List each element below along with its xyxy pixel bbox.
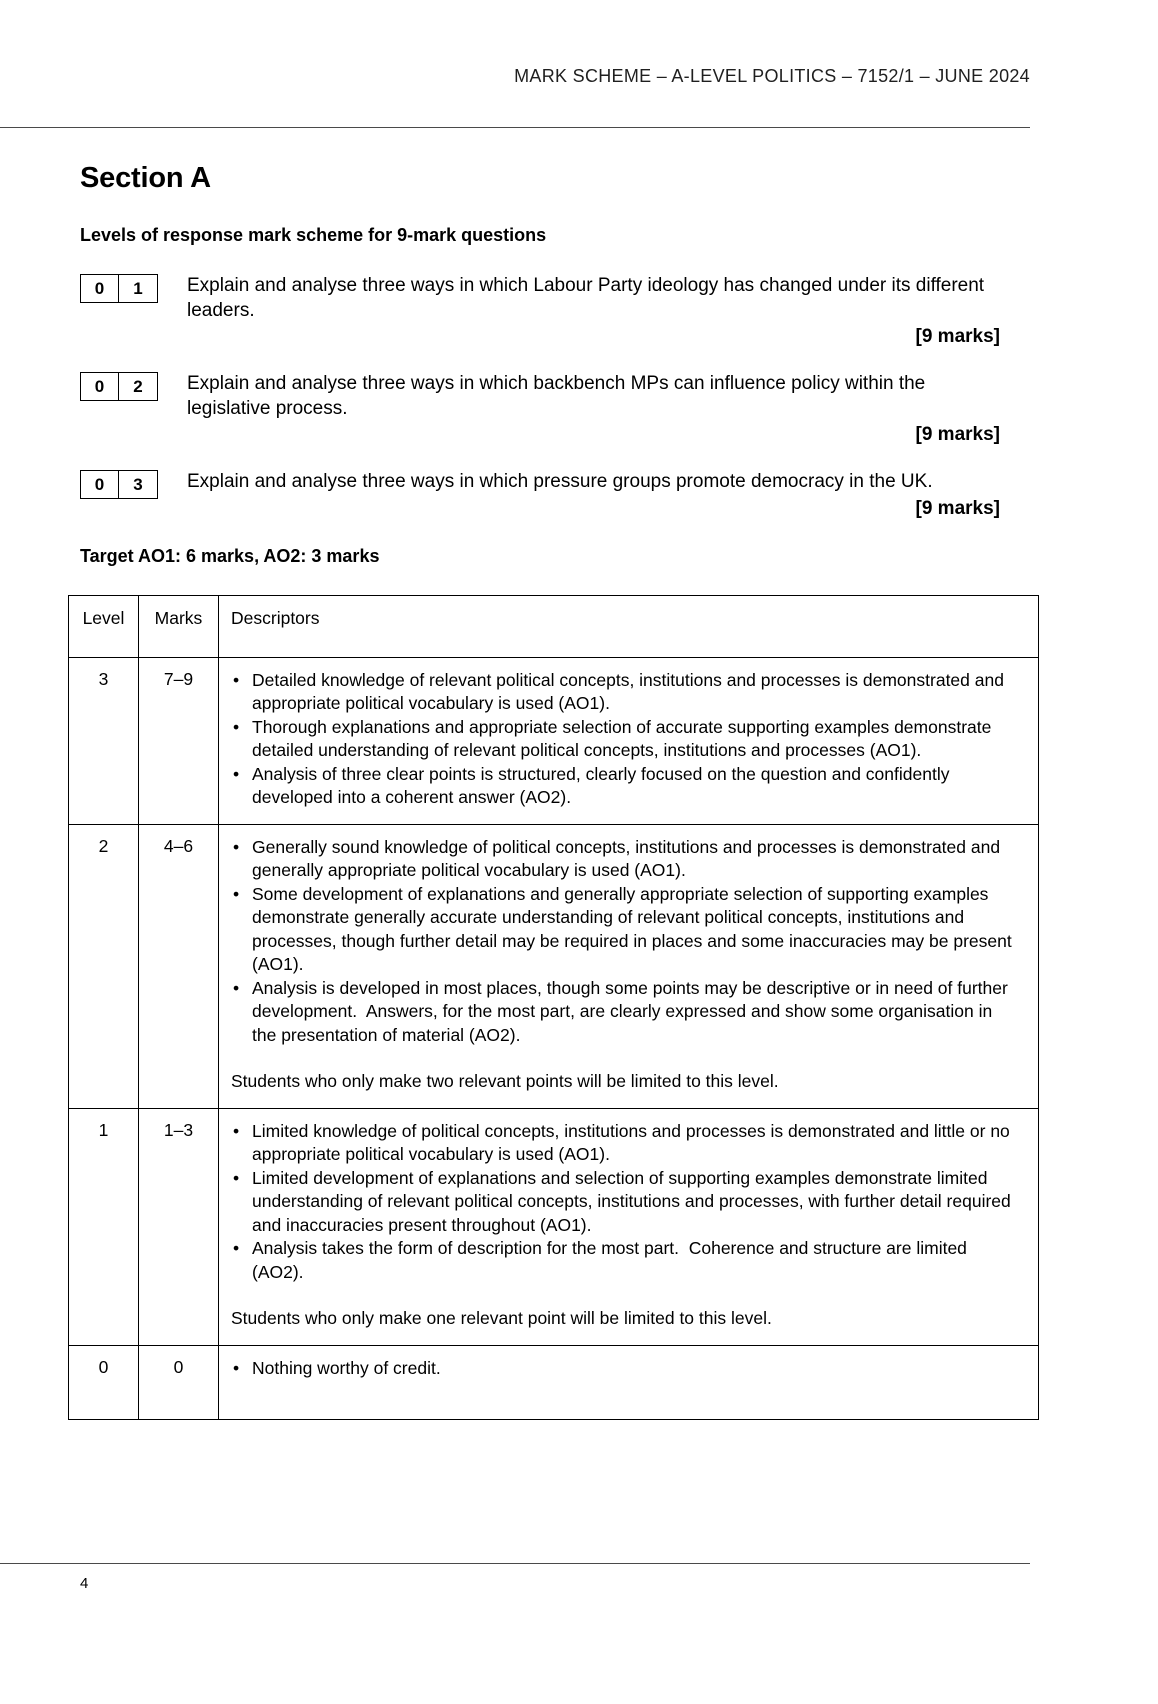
question-marks: [9 marks] xyxy=(915,326,1000,347)
level-cell: 1 xyxy=(69,1108,139,1345)
question-marks: [9 marks] xyxy=(915,497,1000,519)
footer-divider xyxy=(0,1563,1030,1564)
descriptor-list xyxy=(231,1120,1021,1285)
descriptor-list xyxy=(231,836,1021,1048)
descriptors-cell xyxy=(219,1345,1039,1419)
column-header-level: Level xyxy=(69,595,139,657)
question-box-digit: 0 xyxy=(80,470,119,499)
section-title: Section A xyxy=(80,162,211,194)
question-body xyxy=(187,470,1000,520)
descriptor-bullet: • Nothing worthy of credit. xyxy=(231,1357,1021,1381)
column-header-marks: Marks xyxy=(139,595,219,657)
question-body xyxy=(187,372,1000,446)
column-header-descriptors: Descriptors xyxy=(219,595,1039,657)
header-divider xyxy=(0,127,1030,128)
descriptor-list xyxy=(231,669,1021,810)
question-box-digit: 0 xyxy=(80,372,119,401)
descriptor-list xyxy=(231,1357,1021,1381)
descriptor-bullet: • Analysis of three clear points is structured, clearly focused on the question and confidently developed into a coherent answer (AO2). xyxy=(231,763,1021,810)
descriptor-bullet: • Analysis is developed in most places, though some points may be descriptive or in need of further development. Answers, for the most part, are clearly expressed and show some organisation in the presentation of material (AO2). xyxy=(231,977,1021,1048)
level-cell: 2 xyxy=(69,824,139,1108)
descriptors-cell xyxy=(219,657,1039,824)
table-header-row xyxy=(69,595,1039,657)
question-body xyxy=(187,274,1000,348)
question-box-digit: 2 xyxy=(119,372,158,401)
question-number-boxes xyxy=(80,274,158,303)
level-cell: 0 xyxy=(69,1345,139,1419)
levels-of-response-table xyxy=(68,595,1039,1420)
descriptor-bullet: • Analysis takes the form of description for the most part. Coherence and structure are limited (AO2). xyxy=(231,1237,1021,1284)
level-limit-note: Students who only make one relevant point will be limited to this level. xyxy=(231,1308,772,1328)
table-row-level-3 xyxy=(69,657,1039,824)
question-marks: [9 marks] xyxy=(915,424,1000,445)
target-marks-text: Target AO1: 6 marks, AO2: 3 marks xyxy=(80,545,380,566)
question-box-digit: 0 xyxy=(80,274,119,303)
descriptors-cell xyxy=(219,1108,1039,1345)
descriptor-bullet: • Generally sound knowledge of political concepts, institutions and processes is demonstrated and generally appropriate political vocabulary is used (AO1). xyxy=(231,836,1021,883)
level-limit-note: Students who only make two relevant points will be limited to this level. xyxy=(231,1071,779,1091)
table-row-level-2 xyxy=(69,824,1039,1108)
question-number-boxes xyxy=(80,470,158,499)
marks-cell: 7–9 xyxy=(139,657,219,824)
question-03 xyxy=(80,470,1000,520)
question-01 xyxy=(80,274,1000,348)
question-box-digit: 1 xyxy=(119,274,158,303)
table-row-level-0 xyxy=(69,1345,1039,1419)
descriptor-bullet: • Limited development of explanations and selection of supporting examples demonstrate limited understanding of relevant political concepts, institutions and processes, with further detail required and inaccuracies present throughout (AO1). xyxy=(231,1167,1021,1238)
page-number: 4 xyxy=(80,1575,89,1592)
section-subtitle: Levels of response mark scheme for 9-mark questions xyxy=(80,225,547,245)
marks-cell: 1–3 xyxy=(139,1108,219,1345)
document-page xyxy=(0,66,1158,1704)
question-number-boxes xyxy=(80,372,158,401)
table-row-level-1 xyxy=(69,1108,1039,1345)
question-02 xyxy=(80,372,1000,446)
document-header: MARK SCHEME – A-LEVEL POLITICS – 7152/1 – JUNE 2024 xyxy=(514,66,1030,86)
question-box-digit: 3 xyxy=(119,470,158,499)
question-text: Explain and analyse three ways in which backbench MPs can influence policy within the legislative process. xyxy=(187,373,926,419)
marks-cell: 4–6 xyxy=(139,824,219,1108)
marks-cell: 0 xyxy=(139,1345,219,1419)
descriptor-bullet: • Detailed knowledge of relevant political concepts, institutions and processes is demonstrated and appropriate political vocabulary is used (AO1). xyxy=(231,669,1021,716)
question-text: Explain and analyse three ways in which Labour Party ideology has changed under its different leaders. xyxy=(187,275,985,321)
question-text: Explain and analyse three ways in which pressure groups promote democracy in the UK. xyxy=(187,471,933,492)
level-cell: 3 xyxy=(69,657,139,824)
descriptor-bullet: • Thorough explanations and appropriate selection of accurate supporting examples demonstrate detailed understanding of relevant political concepts, institutions and processes (AO1). xyxy=(231,716,1021,763)
descriptor-bullet: • Some development of explanations and generally appropriate selection of supporting examples demonstrate generally accurate understanding of relevant political concepts, institutions and processes, though further detail may be required in places and some inaccuracies may be present (AO1). xyxy=(231,883,1021,977)
descriptor-bullet: • Limited knowledge of political concepts, institutions and processes is demonstrated and little or no appropriate political vocabulary is used (AO1). xyxy=(231,1120,1021,1167)
descriptors-cell xyxy=(219,824,1039,1108)
